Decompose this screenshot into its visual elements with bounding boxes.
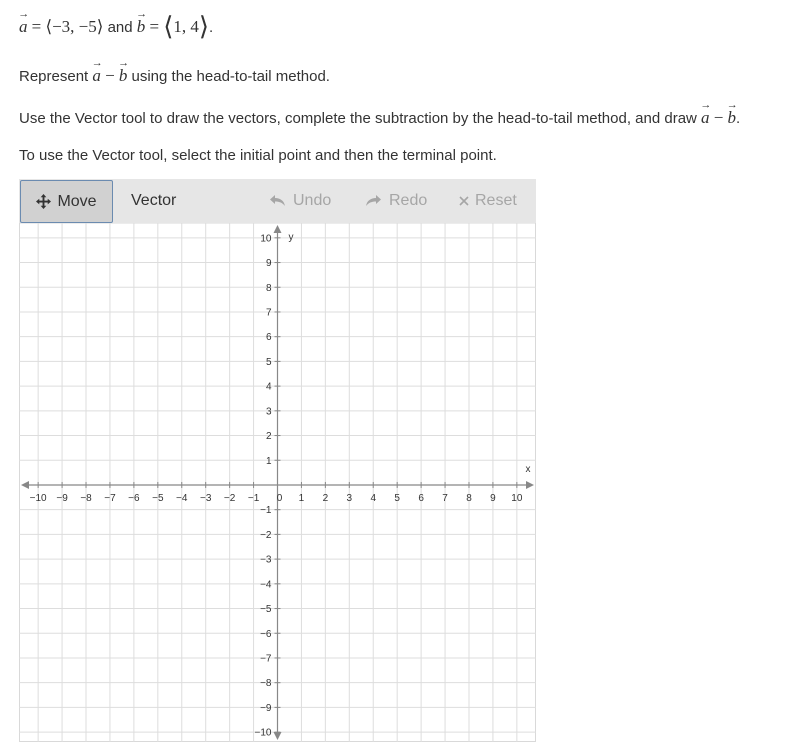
y-tick-label: −3	[260, 554, 272, 566]
period: .	[735, 110, 741, 127]
instruction-vector-tool: To use the Vector tool, select the initial point and then the terminal point.	[19, 147, 497, 164]
period: .	[209, 19, 214, 36]
x-tick-label: −7	[104, 492, 116, 504]
vector-label: Vector	[131, 192, 177, 209]
instruction-use-tool	[19, 108, 740, 128]
y-axis-label: y	[288, 232, 294, 243]
and-word: and	[107, 19, 133, 36]
x-tick-label: −5	[152, 492, 164, 504]
y-tick-label: −8	[260, 678, 272, 690]
redo-button[interactable]	[366, 179, 427, 223]
move-button[interactable]	[20, 180, 113, 223]
reset-label: Reset	[475, 192, 517, 209]
equals-sign: =	[31, 17, 42, 36]
undo-arrow-icon	[270, 195, 285, 207]
graphing-widget	[19, 179, 536, 742]
y-tick-label: −6	[260, 628, 272, 640]
y-tick-label: −1	[260, 505, 272, 517]
x-tick-label: −4	[176, 492, 188, 504]
x-tick-label: 8	[466, 492, 472, 504]
x-tick-label: 5	[394, 492, 400, 504]
x-tick-label: 3	[346, 492, 353, 504]
coordinate-plane[interactable]	[19, 223, 536, 742]
x-tick-label: 1	[298, 492, 305, 504]
redo-arrow-icon	[366, 195, 381, 207]
y-tick-label: −4	[260, 579, 272, 591]
y-tick-label: −9	[260, 702, 272, 714]
represent-suffix: using the head-to-tail method.	[131, 68, 330, 85]
vector-b-symbol: → b	[137, 17, 146, 37]
x-tick-label: 4	[370, 492, 377, 504]
y-tick-label: 4	[265, 381, 272, 393]
use-tool-text: Use the Vector tool to draw the vectors, complete the subtraction by the head-to-tail method, and draw	[19, 110, 697, 127]
vector-a-components: −3, −5	[52, 17, 97, 36]
vector-a-symbol: → a	[701, 108, 710, 128]
x-tick-label: 6	[418, 492, 424, 504]
x-tick-label: 9	[490, 492, 496, 504]
y-tick-label: 1	[265, 455, 272, 467]
x-tick-label: 2	[322, 492, 329, 504]
y-tick-label: 2	[265, 431, 272, 443]
vector-a-symbol: → a	[92, 66, 101, 86]
vector-b-components: 1, 4	[173, 17, 199, 36]
y-tick-label: −5	[260, 604, 272, 616]
vector-a-symbol: → a	[19, 17, 28, 37]
redo-label: Redo	[389, 192, 428, 209]
vector-tool-button[interactable]	[131, 179, 176, 223]
y-tick-label: 3	[265, 406, 272, 418]
graph-toolbar	[19, 179, 536, 223]
vector-b-value: ⟨1, 4⟩	[163, 12, 210, 41]
x-tick-label: −2	[223, 492, 236, 504]
x-tick-label: 10	[511, 492, 523, 504]
undo-button[interactable]	[270, 179, 331, 223]
vectors-given-line	[19, 12, 213, 42]
x-tick-label: −9	[56, 492, 68, 504]
represent-prefix: Represent	[19, 68, 89, 85]
reset-x-icon	[459, 196, 469, 206]
y-tick-label: 8	[265, 282, 272, 294]
y-tick-label: −10	[254, 727, 272, 739]
minus-sign: −	[105, 66, 115, 85]
origin-label: 0	[276, 492, 283, 504]
vector-a-value: ⟨−3, −5⟩	[45, 17, 104, 36]
instruction-represent	[19, 66, 330, 86]
y-tick-label: 6	[265, 332, 272, 344]
y-tick-label: 7	[265, 307, 272, 319]
undo-label: Undo	[293, 192, 332, 209]
move-arrows-icon	[36, 194, 51, 209]
vector-b-symbol: → b	[727, 108, 736, 128]
reset-button[interactable]	[459, 179, 517, 223]
vector-b-symbol: → b	[119, 66, 128, 86]
y-tick-label: −7	[260, 653, 272, 665]
move-label: Move	[57, 192, 97, 210]
y-tick-label: 5	[265, 356, 272, 368]
equals-sign-2: =	[149, 17, 160, 36]
y-tick-label: −2	[260, 529, 272, 541]
x-tick-label: 7	[442, 492, 448, 504]
x-tick-label: −6	[128, 492, 140, 504]
x-tick-label: −3	[199, 492, 212, 504]
y-tick-label: 9	[265, 258, 272, 270]
x-tick-label: −1	[247, 492, 260, 504]
x-tick-label: −8	[80, 492, 92, 504]
minus-sign: −	[713, 108, 724, 127]
x-axis-label: x	[525, 463, 531, 475]
y-tick-label: 10	[260, 233, 272, 245]
x-tick-label: −10	[29, 492, 47, 504]
